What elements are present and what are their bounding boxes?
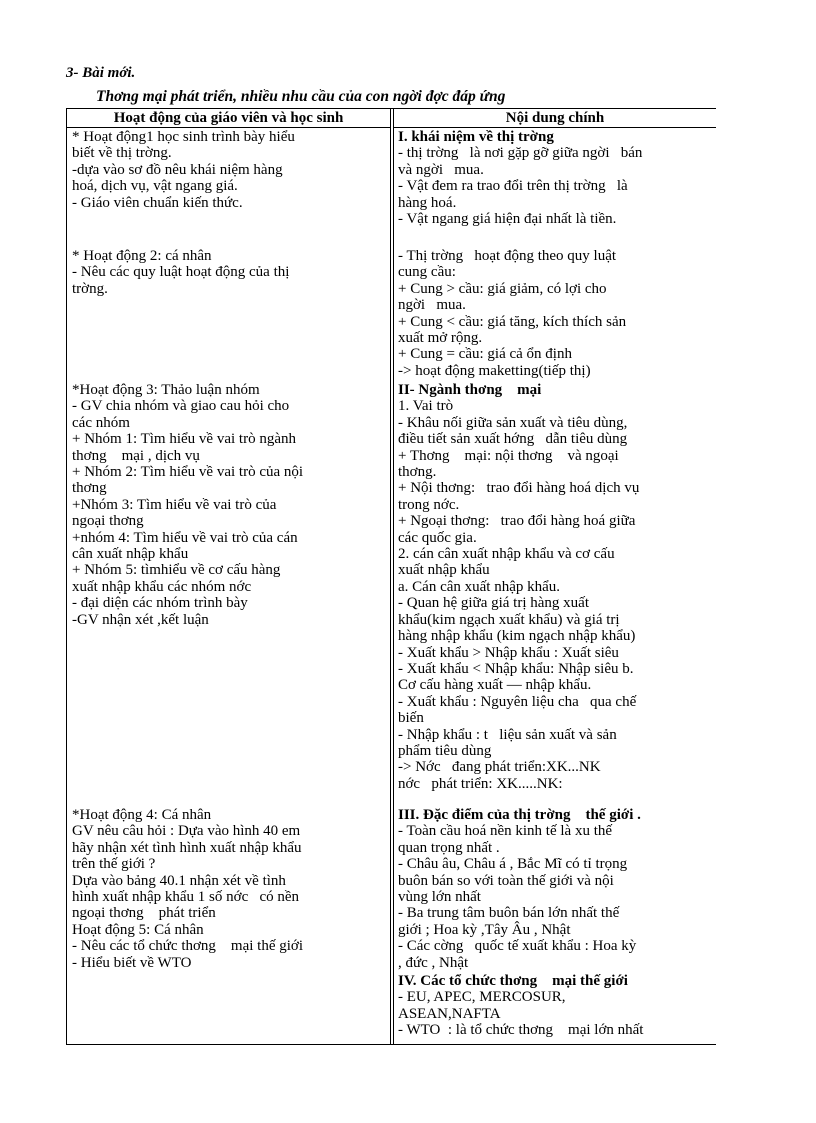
content-line: + Ngoại thơng: trao đổi hàng hoá giữa [398, 513, 636, 530]
content-section-title: IV. Các tổ chức thơng mại thế giới [398, 973, 628, 989]
content-line: trong nớc. [398, 496, 460, 513]
content-line: hàng hoá. [398, 194, 457, 211]
activity-line: + Nhóm 1: Tìm hiểu về vai trò ngành [72, 431, 296, 448]
activity-line: hoá, dịch vụ, vật ngang giá. [72, 178, 238, 195]
content-block-market-concept [398, 129, 716, 227]
content-block-market-laws [398, 248, 716, 379]
activity-line: *Hoạt động 3: Thảo luận nhóm [72, 382, 260, 398]
activity-line: - Giáo viên chuẩn kiến thức. [72, 194, 243, 211]
activity-line: ngoại thơng [72, 513, 144, 530]
column-divider [390, 109, 391, 1044]
content-line: ngời mua. [398, 297, 466, 314]
activity-block-3 [72, 382, 382, 628]
content-line: + Cung < cầu: giá tăng, kích thích sản [398, 313, 627, 330]
content-line: 1. Vai trò [398, 398, 454, 415]
activity-line: hình xuất nhập khẩu 1 số nớc có nền [72, 889, 300, 906]
content-section-title: I. khái niệm về thị trờng [398, 129, 554, 145]
content-line: - Các cờng quốc tế xuất khẩu : Hoa kỳ [398, 938, 637, 955]
content-line: thơng. [398, 464, 437, 481]
content-line: - thị trờng là nơi gặp gỡ giữa ngời bán [398, 145, 643, 162]
activity-line: Hoạt động 5: Cá nhân [72, 921, 204, 938]
content-line: + Cung > cầu: giá giảm, có lợi cho [398, 280, 607, 297]
activity-block-2 [72, 248, 382, 297]
lesson-table [66, 108, 716, 1045]
activity-line: ngoại thơng phát triển [72, 905, 216, 922]
activity-line: - Nêu các tổ chức thơng mại thế giới [72, 938, 304, 955]
content-line: ASEAN,NAFTA [398, 1005, 501, 1022]
content-line: các quốc gia. [398, 529, 477, 546]
activity-line: * Hoạt động 2: cá nhân [72, 248, 212, 264]
activity-line: - đại diện các nhóm trình bày [72, 595, 248, 612]
content-line: biến [398, 710, 424, 727]
activity-line: biết về thị trờng. [72, 145, 172, 162]
content-line: phẩm tiêu dùng [398, 742, 492, 759]
content-line: - Xuất khẩu : Nguyên liệu cha qua chế [398, 693, 637, 710]
content-section-title: II- Ngành thơng mại [398, 382, 542, 398]
content-line: và ngời mua. [398, 161, 484, 178]
content-block-world-market [398, 807, 716, 971]
header-main-content: Nội dung chính [394, 109, 716, 128]
content-line: - Vật đem ra trao đổi trên thị trờng là [398, 178, 628, 195]
activity-line: -GV nhận xét ,kết luận [72, 611, 209, 628]
content-line: -> hoạt động maketting(tiếp thị) [398, 362, 591, 379]
content-block-trade-organizations [398, 973, 716, 1039]
content-line: - Vật ngang giá hiện đại nhất là tiền. [398, 211, 617, 228]
activity-line: cân xuất nhập khẩu [72, 546, 189, 563]
content-line: + Nội thơng: trao đổi hàng hoá dịch vụ [398, 480, 640, 497]
content-line: cung cầu: [398, 264, 456, 281]
content-line: - WTO : là tổ chức thơng mại lớn nhất [398, 1022, 644, 1039]
content-line: khẩu(kim ngạch xuất khẩu) và giá trị [398, 611, 620, 628]
content-line: buôn bán so với toàn thế giới và nội [398, 872, 614, 889]
content-line: , đức , Nhật [398, 954, 469, 971]
content-line: - Xuất khẩu < Nhập khẩu: Nhập siêu b. [398, 660, 634, 677]
content-line: xuất mở rộng. [398, 330, 483, 347]
activity-line: thơng mại , dịch vụ [72, 447, 200, 464]
activity-line: + Nhóm 5: tìmhiểu về cơ cấu hàng [72, 562, 281, 579]
content-line: điều tiết sản xuất hớng dẫn tiêu dùng [398, 431, 628, 448]
activity-line: trên thế giới ? [72, 856, 156, 873]
section-heading: 3- Bài mới. [66, 65, 136, 81]
activity-line: thơng [72, 480, 107, 497]
content-line: giới ; Hoa kỳ ,Tây Âu , Nhật [398, 921, 571, 938]
content-line: nớc phát triển: XK.....NK: [398, 775, 563, 792]
activity-line: +Nhóm 3: Tìm hiểu về vai trò của [72, 496, 277, 513]
content-line: 2. cán cân xuất nhập khẩu và cơ cấu [398, 546, 615, 563]
activity-line: * Hoạt động1 học sinh trình bày hiểu [72, 129, 295, 145]
content-line: -> Nớc đang phát triển:XK...NK [398, 759, 601, 776]
activity-line: - Nêu các quy luật hoạt động của thị [72, 264, 290, 281]
activity-line: GV nêu câu hỏi : Dựa vào hình 40 em [72, 823, 301, 840]
content-line: Cơ cấu hàng xuất — nhập khẩu. [398, 677, 592, 694]
content-line: - Nhập khẩu : t liệu sản xuất và sản [398, 726, 617, 743]
content-section-title: III. Đặc điểm của thị trờng thế giới . [398, 807, 641, 823]
content-line: - EU, APEC, MERCOSUR, [398, 989, 566, 1006]
content-line: + Thơng mại: nội thơng và ngoại [398, 447, 619, 464]
content-line: xuất nhập khẩu [398, 562, 490, 579]
activity-line: *Hoạt động 4: Cá nhân [72, 807, 212, 823]
content-line: - Ba trung tâm buôn bán lớn nhất thế [398, 905, 620, 922]
content-line: hàng nhập khẩu (kim ngạch nhập khẩu) [398, 628, 636, 645]
lesson-subtitle: Thơng mại phát triển, nhiều nhu cầu của con ngời đợc đáp ứng [96, 88, 506, 105]
content-block-trade-sector [398, 382, 716, 792]
content-line: - Xuất khẩu > Nhập khẩu : Xuất siêu [398, 644, 619, 661]
activity-line: + Nhóm 2: Tìm hiểu về vai trò của nội [72, 464, 304, 481]
column-divider-double [393, 109, 394, 1044]
activity-line: -dựa vào sơ đồ nêu khái niệm hàng [72, 161, 283, 178]
content-line: vùng lớn nhất [398, 889, 481, 906]
activity-line: Dựa vào bảng 40.1 nhận xét về tình [72, 872, 286, 889]
content-line: - Toàn cầu hoá nền kinh tế là xu thế [398, 823, 613, 840]
activity-line: các nhóm [72, 414, 130, 431]
content-line: a. Cán cân xuất nhập khẩu. [398, 578, 561, 595]
content-line: - Quan hệ giữa giá trị hàng xuất [398, 595, 589, 612]
activity-line: - GV chia nhóm và giao cau hỏi cho [72, 398, 290, 415]
activity-line: +nhóm 4: Tìm hiểu về vai trò của cán [72, 529, 298, 546]
activity-line: xuất nhập khẩu các nhóm nớc [72, 578, 252, 595]
header-teacher-student-activities: Hoạt động của giáo viên và học sinh [67, 109, 390, 128]
content-line: + Cung = cầu: giá cả ổn định [398, 346, 572, 363]
activity-line: hãy nhận xét tình hình xuất nhập khẩu [72, 839, 302, 856]
activity-line: trờng. [72, 280, 108, 297]
content-line: - Khâu nối giữa sản xuất và tiêu dùng, [398, 414, 628, 431]
content-line: quan trọng nhất . [398, 839, 500, 856]
activity-block-4 [72, 807, 382, 971]
content-line: - Thị trờng hoạt động theo quy luật [398, 248, 617, 264]
content-line: - Châu âu, Châu á , Bắc Mĩ có tỉ trọng [398, 856, 628, 873]
activity-line: - Hiểu biết về WTO [72, 954, 192, 971]
activity-block-1 [72, 129, 382, 211]
